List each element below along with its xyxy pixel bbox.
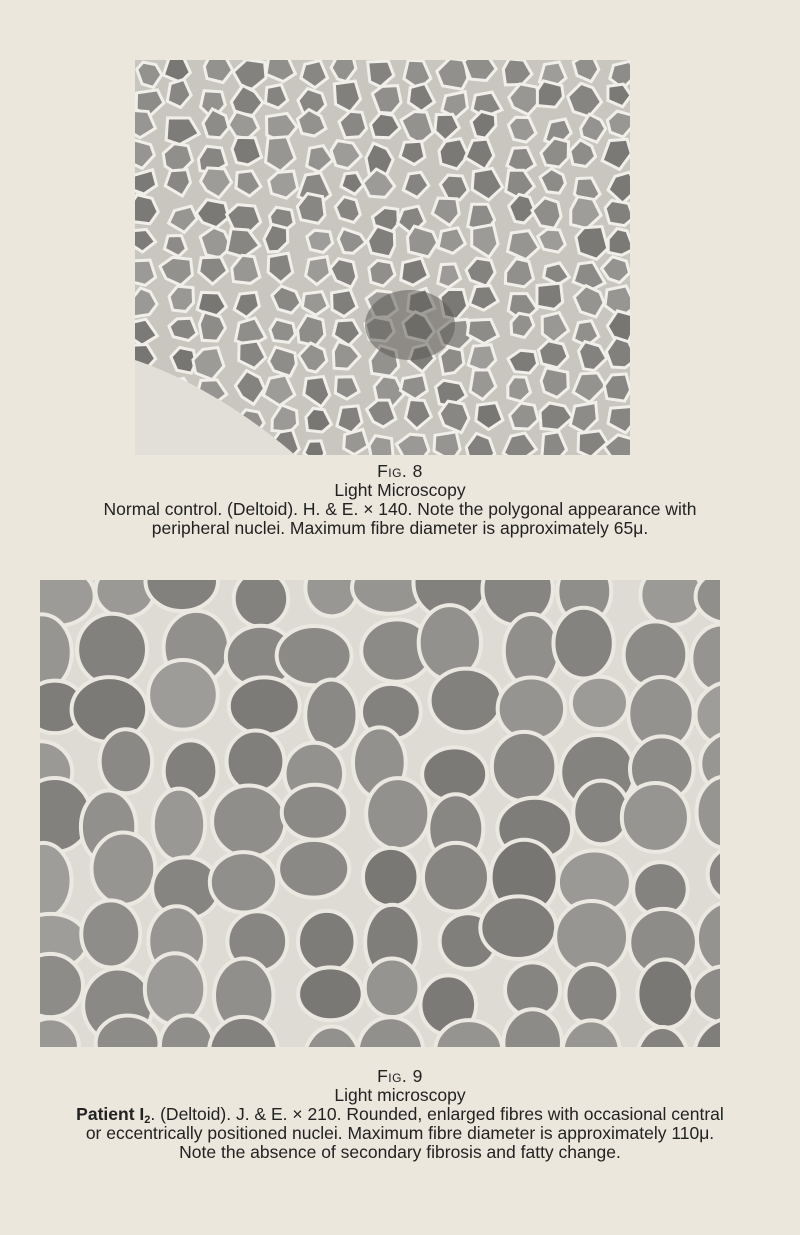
muscle-fibre	[541, 368, 568, 398]
muscle-fibre	[229, 677, 300, 734]
muscle-fibre	[608, 84, 630, 107]
muscle-fibre	[282, 785, 348, 840]
muscle-fibre	[278, 840, 349, 898]
micrograph-9-drawing	[40, 580, 720, 1047]
muscle-fibre	[640, 580, 702, 625]
muscle-fibre	[304, 441, 325, 455]
muscle-fibre	[232, 137, 262, 165]
figure-8-label: Fig. 8	[377, 461, 423, 481]
muscle-fibre	[77, 614, 147, 686]
figure-9-micrograph	[40, 580, 720, 1047]
muscle-fibre	[145, 953, 205, 1024]
figure-9-subtitle: Light microscopy	[334, 1085, 466, 1105]
figure-8-caption-line-1: Normal control. (Deltoid). H. & E. × 140. Note the polygonal appearance with	[103, 499, 697, 519]
muscle-fibre	[622, 783, 689, 852]
muscle-fibre	[270, 319, 296, 342]
muscle-fibre	[538, 229, 566, 252]
micrograph-8-drawing	[135, 60, 630, 455]
muscle-fibre	[637, 960, 693, 1028]
muscle-fibre	[100, 729, 152, 793]
muscle-fibre	[604, 374, 630, 401]
figure-9-caption-line-1-rest: . (Deltoid). J. & E. × 210. Rounded, enlarged fibres with occasional central	[150, 1104, 724, 1124]
muscle-fibre	[199, 312, 225, 341]
muscle-fibre	[305, 680, 357, 751]
muscle-fibre	[408, 226, 438, 257]
muscle-fibre	[234, 580, 288, 627]
figure-9-caption	[0, 1067, 800, 1162]
figure-8-caption-line-2: peripheral nuclei. Maximum fibre diameter is approximately 65μ.	[151, 518, 649, 538]
muscle-fibre	[553, 608, 613, 679]
figure-8-caption	[0, 462, 800, 538]
figure-8-micrograph	[135, 60, 630, 455]
muscle-fibre	[210, 852, 277, 912]
muscle-fibre	[169, 318, 197, 340]
patient-label: Patient I	[76, 1104, 145, 1124]
muscle-fibre	[366, 778, 429, 849]
muscle-fibre	[335, 197, 360, 223]
muscle-fibre	[372, 86, 401, 114]
muscle-fibre	[135, 260, 156, 285]
muscle-fibre	[434, 432, 460, 455]
muscle-fibre	[169, 286, 194, 311]
muscle-fibre	[576, 227, 608, 260]
muscle-fibre	[480, 896, 556, 959]
patient-subscript: 2	[144, 1114, 151, 1126]
muscle-fibre	[365, 958, 420, 1017]
figure-9-caption-line-2: or eccentrically positioned nuclei. Maximum fibre diameter is approximately 110μ.	[85, 1123, 715, 1143]
muscle-fibre	[605, 200, 630, 225]
figure-9-label: Fig. 9	[377, 1066, 423, 1086]
muscle-fibre	[565, 964, 618, 1025]
muscle-fibre	[298, 967, 363, 1020]
muscle-fibre	[298, 911, 355, 972]
muscle-fibre	[153, 789, 205, 861]
muscle-fibre	[430, 669, 502, 733]
muscle-fibre	[492, 732, 557, 801]
muscle-fibre	[537, 283, 563, 309]
muscle-fibre	[81, 900, 140, 967]
figure-9-caption-line-1	[0, 1105, 800, 1124]
muscle-fibre	[537, 81, 563, 107]
muscle-fibre	[363, 848, 419, 906]
muscle-fibre	[571, 677, 628, 729]
muscle-fibre	[508, 117, 536, 142]
figure-8-subtitle: Light Microscopy	[334, 480, 466, 500]
muscle-fibre	[227, 731, 285, 792]
muscle-fibre	[607, 111, 630, 137]
figure-9-caption-line-3: Note the absence of secondary fibrosis and fatty change.	[179, 1142, 621, 1162]
muscle-fibre	[148, 660, 218, 730]
muscle-fibre	[269, 171, 298, 198]
muscle-fibre	[91, 833, 155, 905]
muscle-fibre	[423, 843, 489, 912]
muscle-fibre	[212, 786, 286, 858]
muscle-fibre	[369, 436, 393, 455]
muscle-fibre	[277, 626, 352, 685]
